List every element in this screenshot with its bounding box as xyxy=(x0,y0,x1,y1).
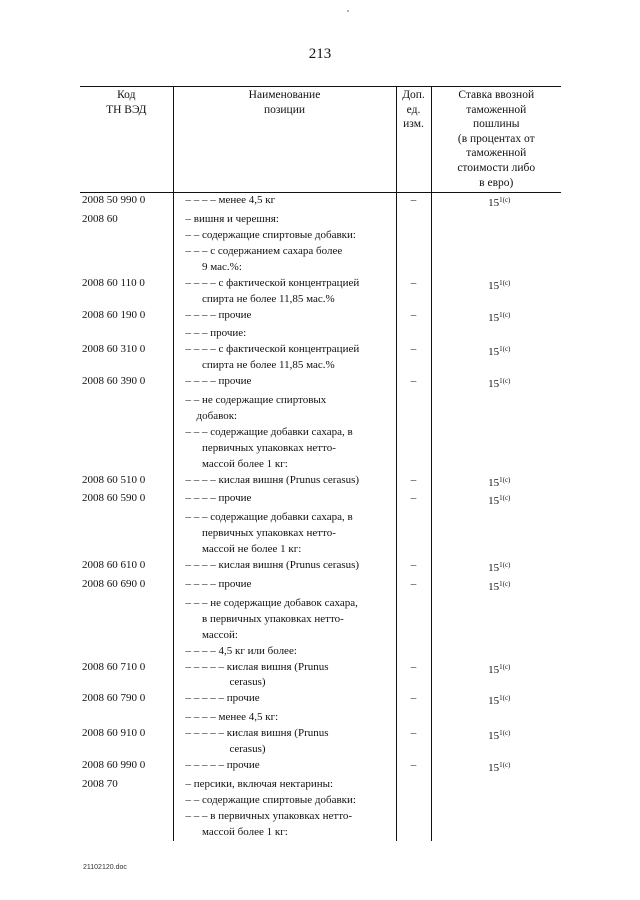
description-cell: – – – в первичных упаковках нетто- массой более 1 кг: xyxy=(173,809,396,841)
tariff-code-cell: 2008 60 xyxy=(82,213,118,226)
unit-cell xyxy=(396,710,431,726)
footer-file-name: 21102120.doc xyxy=(83,864,127,871)
header-rate-line: пошлины xyxy=(472,118,520,131)
description-cell: – – – – прочие xyxy=(173,374,396,393)
header-name-line: Наименование xyxy=(248,89,321,101)
rate-cell xyxy=(431,374,561,393)
description-cell: – – – прочие: xyxy=(173,326,396,342)
table-body xyxy=(80,193,561,841)
unit-cell: – xyxy=(396,577,431,596)
unit-cell: – xyxy=(396,491,431,510)
rate-footnote: 1(с) xyxy=(499,377,511,386)
table-row xyxy=(80,809,561,841)
rate-footnote: 1(с) xyxy=(499,196,511,205)
tariff-code-cell: 2008 60 310 0 xyxy=(82,343,146,356)
rate-cell xyxy=(431,691,561,710)
rate-footnote: 1(с) xyxy=(499,278,511,287)
tariff-code-cell: 2008 60 110 0 xyxy=(82,276,145,289)
rate-cell xyxy=(431,558,561,577)
description-cell: – – – – – кислая вишня (Prunus cerasus) xyxy=(173,660,396,692)
table-row xyxy=(80,342,561,374)
header-code-line: Код xyxy=(117,89,136,101)
tariff-code-cell xyxy=(80,793,173,809)
description-cell: – – – содержащие добавки сахара, в первичных упаковках нетто- массой не более 1 кг: xyxy=(173,510,396,558)
description-cell: – – – – прочие xyxy=(173,577,396,596)
header-name-line: позиции xyxy=(263,103,306,116)
rate-cell xyxy=(431,809,561,841)
table-row xyxy=(80,193,561,212)
unit-cell xyxy=(396,644,431,660)
table-row xyxy=(80,726,561,758)
rate-footnote: 1(с) xyxy=(499,310,511,319)
tariff-code-cell: 2008 60 790 0 xyxy=(82,692,146,705)
tariff-code-cell: 2008 60 910 0 xyxy=(82,727,146,740)
description-cell: – – – – – кислая вишня (Prunus cerasus) xyxy=(173,726,396,758)
rate-cell xyxy=(431,510,561,558)
header-code xyxy=(80,87,173,193)
unit-cell xyxy=(396,777,431,793)
description-cell: – вишня и черешня: xyxy=(173,212,396,228)
header-rate-line: в евро) xyxy=(479,176,514,189)
rate-cell xyxy=(431,793,561,809)
tariff-code-cell: 2008 70 xyxy=(82,777,118,790)
rate-cell xyxy=(431,244,561,276)
unit-cell xyxy=(396,425,431,473)
header-name xyxy=(173,87,396,193)
rate-value: 15 xyxy=(488,311,500,324)
rate-value: 15 xyxy=(488,761,500,774)
rate-cell xyxy=(431,660,561,692)
table-row xyxy=(80,660,561,692)
tariff-code-cell: 2008 60 390 0 xyxy=(82,375,146,388)
table-row xyxy=(80,710,561,726)
tariff-code-cell xyxy=(80,228,173,244)
unit-cell xyxy=(396,326,431,342)
description-cell: – – не содержащие спиртовых добавок: xyxy=(173,393,396,425)
table-row xyxy=(80,308,561,327)
description-cell: – – – – менее 4,5 кг xyxy=(173,193,396,212)
table-row xyxy=(80,491,561,510)
table-row xyxy=(80,577,561,596)
header-rate-line: таможенной xyxy=(466,103,527,116)
tariff-code-cell xyxy=(80,510,173,558)
table-row xyxy=(80,425,561,473)
table-row xyxy=(80,596,561,644)
description-cell: – – – – прочие xyxy=(173,308,396,327)
unit-cell: – xyxy=(396,308,431,327)
rate-value: 15 xyxy=(488,562,500,575)
table-row xyxy=(80,374,561,393)
description-cell: – – – – – прочие xyxy=(173,758,396,777)
table-row xyxy=(80,393,561,425)
rate-cell xyxy=(431,726,561,758)
unit-cell: – xyxy=(396,193,431,212)
rate-cell xyxy=(431,326,561,342)
rate-cell xyxy=(431,777,561,793)
tariff-code-cell xyxy=(80,644,173,660)
header-unit xyxy=(396,87,431,193)
unit-cell: – xyxy=(396,374,431,393)
rate-footnote: 1(с) xyxy=(499,760,511,769)
header-rate-line: Ставка ввозной xyxy=(458,89,535,101)
table-row xyxy=(80,212,561,228)
header-rate-line: стоимости либо xyxy=(457,161,536,174)
table-row xyxy=(80,777,561,793)
table-row xyxy=(80,758,561,777)
rate-value: 15 xyxy=(488,695,500,708)
rate-cell xyxy=(431,577,561,596)
rate-value: 15 xyxy=(488,581,500,593)
rate-footnote: 1(с) xyxy=(499,494,511,503)
rate-value: 15 xyxy=(488,346,500,359)
table-row xyxy=(80,276,561,308)
tariff-code-cell xyxy=(80,244,173,276)
header-unit-line: ед. xyxy=(406,103,421,116)
unit-cell xyxy=(396,793,431,809)
description-cell: – – – – 4,5 кг или более: xyxy=(173,644,396,660)
rate-value: 15 xyxy=(488,279,500,292)
unit-cell: – xyxy=(396,558,431,577)
tariff-code-cell: 2008 60 990 0 xyxy=(82,758,146,771)
tariff-code-cell: 2008 50 990 0 xyxy=(82,194,146,207)
tariff-code-cell xyxy=(80,809,173,841)
unit-cell xyxy=(396,510,431,558)
unit-cell: – xyxy=(396,342,431,374)
description-cell: – – содержащие спиртовые добавки: xyxy=(173,793,396,809)
page-number: 213 xyxy=(308,46,332,62)
rate-cell xyxy=(431,425,561,473)
unit-cell xyxy=(396,596,431,644)
unit-cell: – xyxy=(396,276,431,308)
unit-cell xyxy=(396,809,431,841)
tariff-code-cell xyxy=(80,393,173,425)
rate-cell xyxy=(431,473,561,492)
tariff-code-cell: 2008 60 510 0 xyxy=(82,473,146,486)
rate-value: 15 xyxy=(488,378,500,391)
rate-cell xyxy=(431,212,561,228)
rate-footnote: 1(с) xyxy=(499,729,511,738)
table-row xyxy=(80,793,561,809)
rate-footnote: 1(с) xyxy=(499,580,511,588)
rate-cell xyxy=(431,308,561,327)
rate-value: 15 xyxy=(488,663,500,676)
description-cell: – – – – менее 4,5 кг: xyxy=(173,710,396,726)
header-rate-line: таможенной xyxy=(466,147,527,160)
unit-cell: – xyxy=(396,660,431,692)
unit-cell xyxy=(396,212,431,228)
rate-cell xyxy=(431,276,561,308)
tariff-code-cell xyxy=(80,710,173,726)
tariff-code-cell: 2008 60 590 0 xyxy=(82,492,146,505)
rate-cell xyxy=(431,644,561,660)
tariff-table xyxy=(80,86,561,841)
rate-footnote: 1(с) xyxy=(499,694,511,703)
unit-cell: – xyxy=(396,726,431,758)
description-cell: – – – не содержащие добавок сахара, в первичных упаковках нетто- массой: xyxy=(173,596,396,644)
description-cell: – – – – с фактической концентрацией спирта не более 11,85 мас.% xyxy=(173,342,396,374)
description-cell: – – – содержащие добавки сахара, в первичных упаковках нетто- массой более 1 кг: xyxy=(173,425,396,473)
unit-cell xyxy=(396,244,431,276)
description-cell: – – содержащие спиртовые добавки: xyxy=(173,228,396,244)
tariff-code-cell: 2008 60 710 0 xyxy=(82,660,146,673)
table-row xyxy=(80,644,561,660)
rate-value: 15 xyxy=(488,495,500,508)
rate-value: 15 xyxy=(488,197,500,210)
unit-cell: – xyxy=(396,691,431,710)
table-header xyxy=(80,87,561,193)
rate-cell xyxy=(431,758,561,777)
description-cell: – персики, включая нектарины: xyxy=(173,777,396,793)
tariff-code-cell: 2008 60 610 0 xyxy=(82,559,146,572)
table-row xyxy=(80,691,561,710)
rate-footnote: 1(с) xyxy=(499,662,511,671)
description-cell: – – – – кислая вишня (Prunus cerasus) xyxy=(173,558,396,577)
description-cell: – – – – прочие xyxy=(173,491,396,510)
rate-cell xyxy=(431,193,561,212)
header-rate xyxy=(431,87,561,193)
rate-cell xyxy=(431,596,561,644)
rate-cell xyxy=(431,342,561,374)
rate-footnote: 1(с) xyxy=(499,345,511,354)
table-row xyxy=(80,558,561,577)
header-unit-line: изм. xyxy=(403,118,424,131)
rate-cell xyxy=(431,491,561,510)
rate-cell xyxy=(431,393,561,425)
table-row xyxy=(80,244,561,276)
header-rate-line: (в процентах от xyxy=(457,132,535,145)
table-row xyxy=(80,510,561,558)
rate-footnote: 1(с) xyxy=(499,475,511,484)
tariff-code-cell: 2008 60 190 0 xyxy=(82,308,146,321)
table-row xyxy=(80,228,561,244)
tariff-code-cell xyxy=(80,326,173,342)
unit-cell xyxy=(396,393,431,425)
rate-footnote: 1(с) xyxy=(499,561,511,570)
header-code-line: ТН ВЭД xyxy=(106,103,147,116)
description-cell: – – – – кислая вишня (Prunus cerasus) xyxy=(173,473,396,492)
unit-cell: – xyxy=(396,473,431,492)
description-cell: – – – – – прочие xyxy=(173,691,396,710)
tariff-code-cell xyxy=(80,425,173,473)
tariff-code-cell: 2008 60 690 0 xyxy=(82,578,146,590)
table-row xyxy=(80,473,561,492)
table-row xyxy=(80,326,561,342)
header-unit-line: Доп. xyxy=(402,89,425,101)
rate-value: 15 xyxy=(488,730,500,743)
description-cell: – – – – с фактической концентрацией спирта не более 11,85 мас.% xyxy=(173,276,396,308)
scan-speck xyxy=(347,10,349,12)
tariff-code-cell xyxy=(80,596,173,644)
rate-cell xyxy=(431,710,561,726)
unit-cell: – xyxy=(396,758,431,777)
rate-cell xyxy=(431,228,561,244)
description-cell: – – – с содержанием сахара более 9 мас.%: xyxy=(173,244,396,276)
rate-value: 15 xyxy=(488,476,500,489)
unit-cell xyxy=(396,228,431,244)
